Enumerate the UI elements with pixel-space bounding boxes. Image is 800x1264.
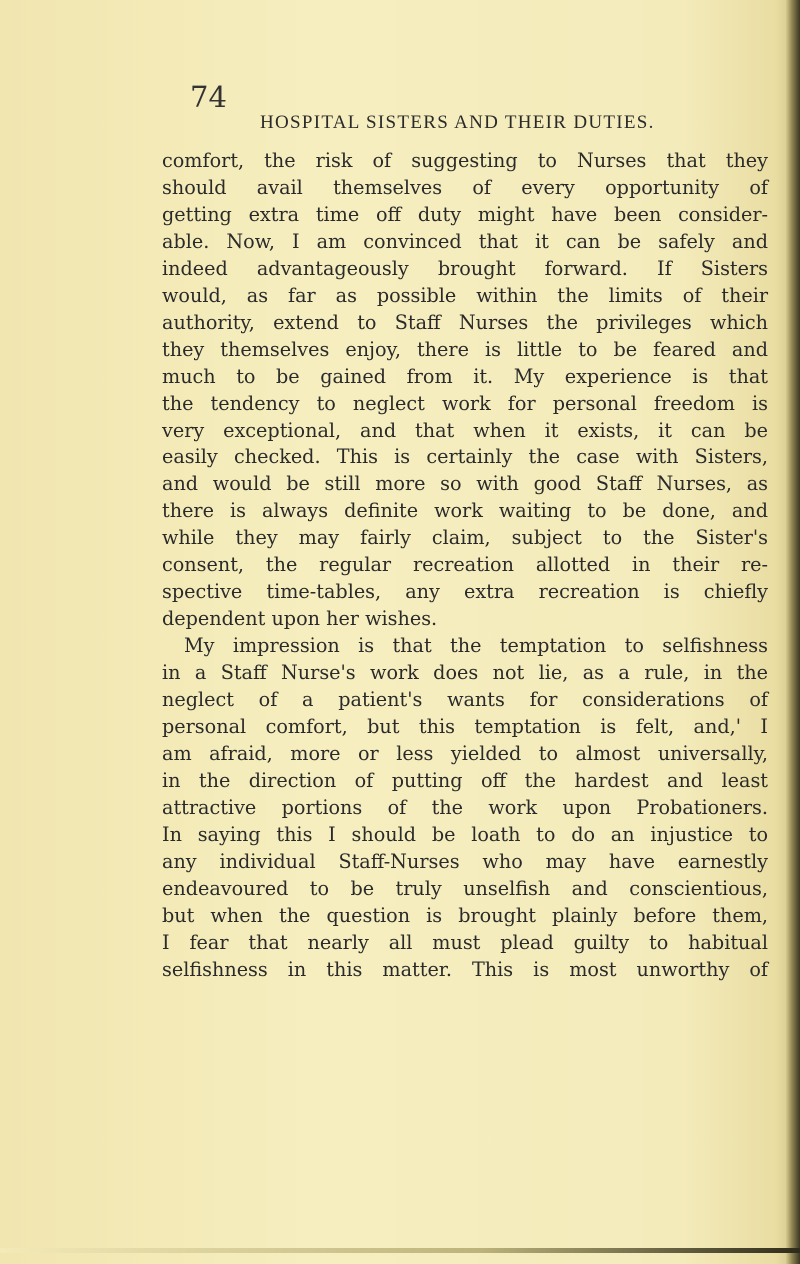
page-edge-shadow [786, 0, 800, 1264]
text-line: able. Now, I am convinced that it can be safely and [162, 229, 768, 253]
text-line: would, as far as possible within the limits of their [162, 283, 768, 307]
page-bottom-edge [0, 1248, 800, 1253]
text-line: getting extra time off duty might have been consider- [162, 202, 768, 226]
text-line: personal comfort, but this temptation is felt, and,' I [162, 715, 768, 739]
text-line: in a Staff Nurse's work does not lie, as a rule, in the [162, 661, 768, 685]
text-line: In saying this I should be loath to do an injustice to [162, 822, 768, 846]
text-line: any individual Staff-Nurses who may have earnestly [162, 849, 768, 873]
text-line: there is always definite work waiting to be done, and [162, 499, 768, 523]
text-line: very exceptional, and that when it exists, it can be [162, 418, 768, 442]
text-line: spective time-tables, any extra recreation is chiefly [162, 580, 768, 604]
running-head: HOSPITAL SISTERS AND THEIR DUTIES. [260, 112, 655, 133]
text-line: selfishness in this matter. This is most unworthy of [162, 957, 768, 981]
text-line: and would be still more so with good Staff Nurses, as [162, 472, 768, 496]
text-line: much to be gained from it. My experience is that [162, 364, 768, 388]
text-line: while they may fairly claim, subject to the Sister's [162, 526, 768, 550]
body-text [162, 148, 768, 984]
text-line: consent, the regular recreation allotted in their re- [162, 553, 768, 577]
text-line: indeed advantageously brought forward. If Sisters [162, 256, 768, 280]
text-line: but when the question is brought plainly before them, [162, 903, 768, 927]
text-line: the tendency to neglect work for personal freedom is [162, 391, 768, 415]
text-line: should avail themselves of every opportunity of [162, 175, 768, 199]
text-line: endeavoured to be truly unselfish and conscientious, [162, 876, 768, 900]
text-line: comfort, the risk of suggesting to Nurses that they [162, 149, 768, 172]
text-line: am afraid, more or less yielded to almost universally, [162, 741, 768, 765]
text-line: neglect of a patient's wants for considerations of [162, 688, 768, 712]
text-line: authority, extend to Staff Nurses the privileges which [162, 310, 768, 334]
text-line: My impression is that the temptation to selfishness [184, 634, 768, 658]
text-line: easily checked. This is certainly the case with Sisters, [162, 445, 768, 469]
text-line: dependent upon her wishes. [162, 607, 438, 631]
page-header [190, 80, 750, 133]
text-line: they themselves enjoy, there is little to be feared and [162, 337, 768, 361]
text-line: in the direction of putting off the hardest and least [162, 768, 768, 792]
text-line: attractive portions of the work upon Probationers. [162, 795, 768, 819]
text-line: I fear that nearly all must plead guilty to habitual [162, 930, 768, 954]
page-number: 74 [190, 80, 227, 114]
